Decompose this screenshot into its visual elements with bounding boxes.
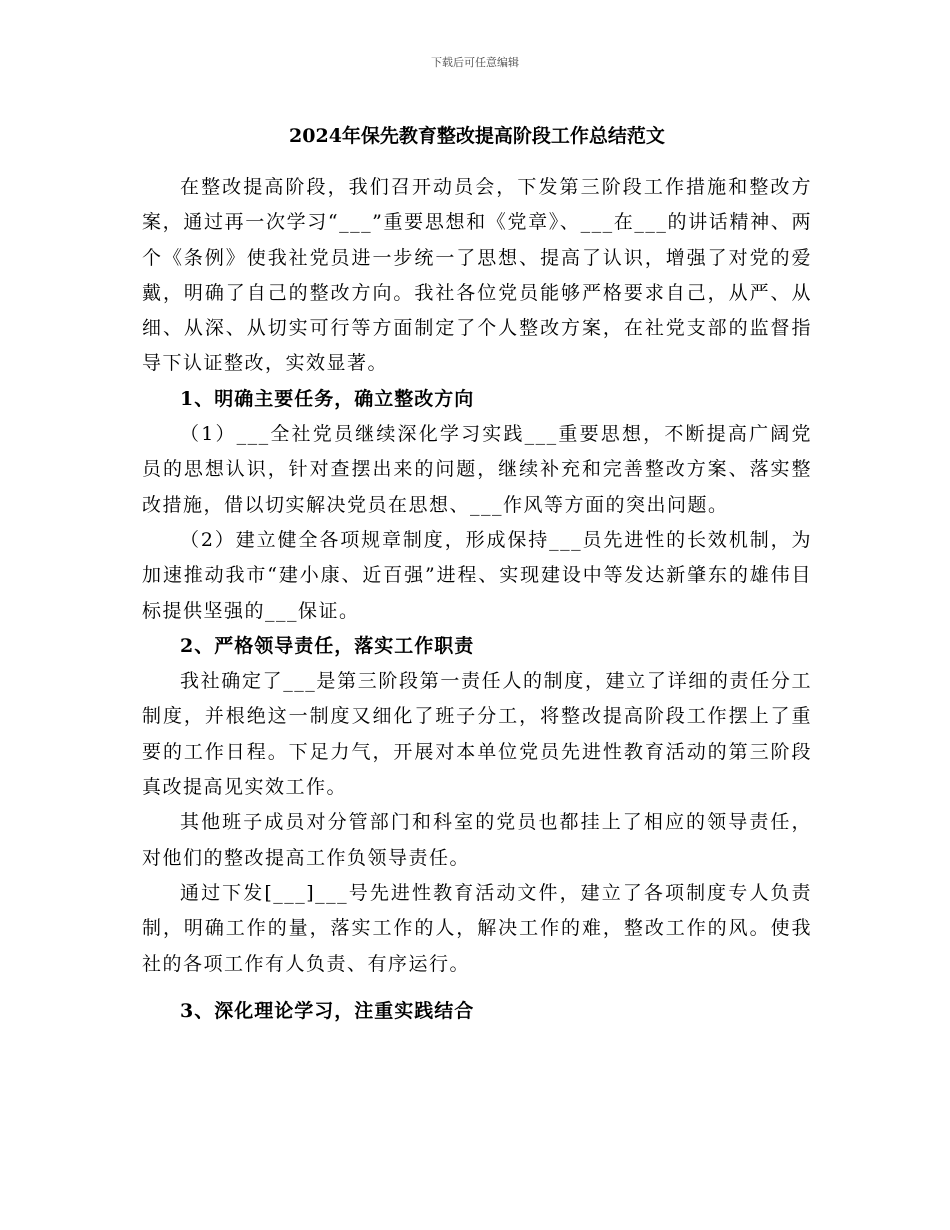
section-1-paragraph-1: （1）___全社党员继续深化学习实践___重要思想，不断提高广阔党员的思想认识，针对查摆出来的问题，继续补充和完善整改方案、落实整改措施，借以切实解决党员在思想、___作风等方面的突出问题。: [142, 423, 812, 516]
section-heading-3: 3、深化理论学习，注重实践结合: [180, 999, 475, 1022]
section-2-paragraph-3: 通过下发[___]___号先进性教育活动文件，建立了各项制度专人负责制，明确工作的量，落实工作的人，解决工作的难，整改工作的风。使我社的各项工作有人负责、有序运行。: [142, 881, 812, 975]
section-1-paragraph-2: （2）建立健全各项规章制度，形成保持___员先进性的长效机制，为加速推动我市“建小康、近百强”进程、实现建设中等发达新肇东的雄伟目标提供坚强的___保证。: [142, 528, 812, 622]
header-note: 下载后可任意编辑: [431, 56, 519, 69]
intro-paragraph: 在整改提高阶段，我们召开动员会，下发第三阶段工作措施和整改方案，通过再一次学习“___”重要思想和《党章》、___在___的讲话精神、两个《条例》使我社党员进一步统一了思想、提高了认识，增强了对党的爱戴，明确了自己的整改方向。我社各位党员能够严格要求自己，从严、从细、从深、从切实可行等方面制定了个人整改方案，在社党支部的监督指导下认证整改，实效显著。: [142, 176, 812, 375]
document-body: [142, 122, 812, 1029]
section-heading-1: 1、明确主要任务，确立整改方向: [180, 387, 475, 410]
section-2-paragraph-1: 我社确定了___是第三阶段第一责任人的制度，建立了详细的责任分工制度，并根绝这一制度又细化了班子分工，将整改提高阶段工作摆上了重要的工作日程。下足力气，开展对本单位党员先进性教育活动的第三阶段真改提高见实效工作。: [142, 670, 812, 799]
section-heading-2: 2、严格领导责任，落实工作职责: [180, 634, 475, 657]
document-title: 2024年保先教育整改提高阶段工作总结范文: [289, 125, 665, 147]
section-2-paragraph-2: 其他班子成员对分管部门和科室的党员也都挂上了相应的领导责任，对他们的整改提高工作负领导责任。: [142, 811, 812, 869]
